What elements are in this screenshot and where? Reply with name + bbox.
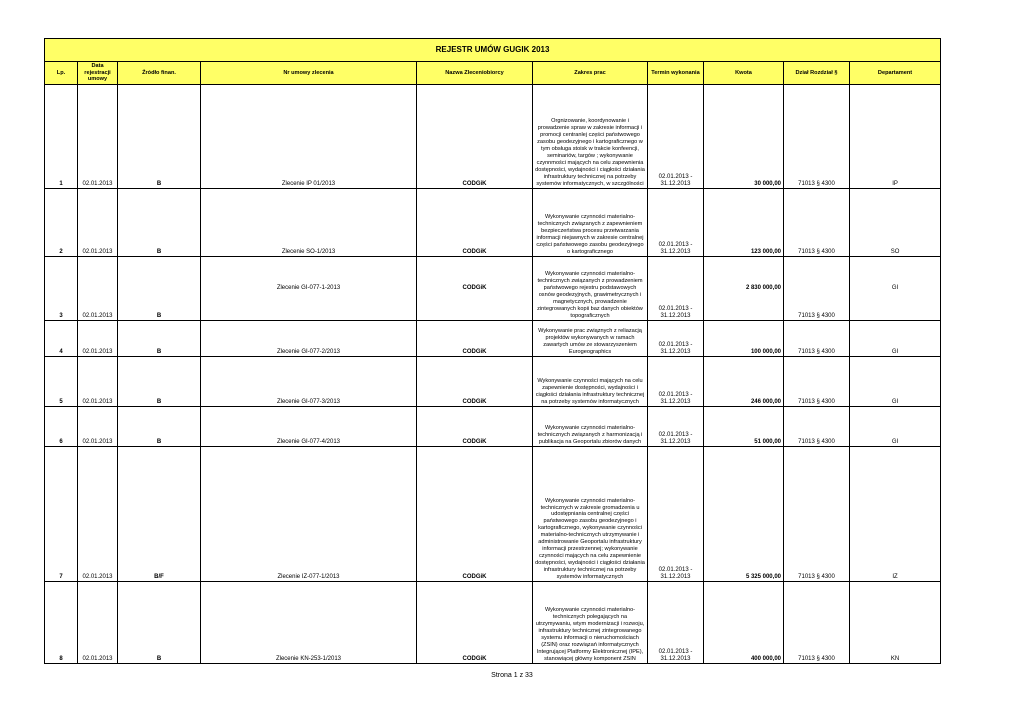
cell-dzial: 71013 § 4300: [784, 357, 850, 407]
cell-termin: 02.01.2013 - 31.12.2013: [648, 257, 704, 321]
cell-nr: Zlecenie GI-077-3/2013: [201, 357, 417, 407]
header-nazwa: Nazwa Zleceniobiorcy: [417, 62, 533, 85]
cell-departament: KN: [850, 582, 941, 664]
header-nr: Nr umowy zlecenia: [201, 62, 417, 85]
header-lp: Lp.: [45, 62, 78, 85]
cell-kwota: 51 000,00: [704, 407, 784, 447]
cell-data: 02.01.2013: [78, 357, 118, 407]
header-dzial: Dział Rozdział §: [784, 62, 850, 85]
cell-termin: 02.01.2013 - 31.12.2013: [648, 189, 704, 257]
cell-kwota: 246 000,00: [704, 357, 784, 407]
cell-kwota: 400 000,00: [704, 582, 784, 664]
cell-nr: Zlecenie IP 01/2013: [201, 85, 417, 189]
cell-zakres: Wykonywanie prac związnych z reliazacją projektów wykonywanych w ramach zawartych umów ze stowarzyszeniem Eurogeographics: [533, 321, 648, 357]
cell-nr: Zlecenie GI-077-4/2013: [201, 407, 417, 447]
cell-nazwa: CODGiK: [417, 447, 533, 582]
table-row: [45, 85, 941, 189]
cell-zrodlo: B: [118, 85, 201, 189]
cell-nazwa: CODGiK: [417, 85, 533, 189]
header-kwota: Kwota: [704, 62, 784, 85]
cell-lp: 3: [45, 257, 78, 321]
cell-lp: 4: [45, 321, 78, 357]
cell-dzial: 71013 § 4300: [784, 407, 850, 447]
cell-kwota: 30 000,00: [704, 85, 784, 189]
cell-zakres: Wykonywanie czynności materialno-technicznych związanych z zapewnieniem bezpieczeństwa procesu przetwarzania informacji niejawnych w zakresie centralnej części państwowego zasobu geodezyjnego o kartograficznego: [533, 189, 648, 257]
register-table: [44, 38, 941, 664]
cell-dzial: 71013 § 4300: [784, 257, 850, 321]
cell-zakres: Wykonywanie czynności materialno-technicznych związanych z prowadzeniem państwowego rejestru podstawowych osnów geodezyjnych, grawimetrycznych i magnetycznych, prowadzenie zintegrowanych kopii baz danych obiektów topograficznych: [533, 257, 648, 321]
cell-zrodlo: B: [118, 407, 201, 447]
cell-dzial: 71013 § 4300: [784, 189, 850, 257]
cell-zrodlo: B: [118, 357, 201, 407]
cell-dzial: 71013 § 4300: [784, 85, 850, 189]
cell-nazwa: CODGiK: [417, 582, 533, 664]
cell-termin: 02.01.2013 - 31.12.2013: [648, 85, 704, 189]
cell-departament: IP: [850, 85, 941, 189]
table-row: [45, 447, 941, 582]
cell-lp: 7: [45, 447, 78, 582]
cell-data: 02.01.2013: [78, 85, 118, 189]
cell-nazwa: CODGiK: [417, 357, 533, 407]
cell-nr: Zlecenie IZ-077-1/2013: [201, 447, 417, 582]
cell-departament: GI: [850, 357, 941, 407]
cell-termin: 02.01.2013 - 31.12.2013: [648, 357, 704, 407]
cell-termin: 02.01.2013 - 31.12.2013: [648, 321, 704, 357]
cell-zakres: Wykonywanie czynności mających na celu zapewnienie dostępności, wydajności i ciągłości działania infrastruktury technicznej na potrzeby systemów informatycznych: [533, 357, 648, 407]
register-title: REJESTR UMÓW GUGIK 2013: [45, 39, 941, 62]
table-row: [45, 257, 941, 321]
cell-termin: 02.01.2013 - 31.12.2013: [648, 582, 704, 664]
table-row: [45, 189, 941, 257]
cell-lp: 1: [45, 85, 78, 189]
cell-departament: SO: [850, 189, 941, 257]
page-footer: Strona 1 z 33: [491, 672, 533, 679]
cell-zrodlo: B: [118, 189, 201, 257]
cell-nazwa: CODGiK: [417, 257, 533, 321]
cell-zrodlo: B: [118, 321, 201, 357]
cell-dzial: 71013 § 4300: [784, 321, 850, 357]
cell-departament: GI: [850, 407, 941, 447]
cell-lp: 2: [45, 189, 78, 257]
cell-nr: Zlecenie GI-077-2/2013: [201, 321, 417, 357]
header-data: Data rejestracji umowy: [78, 62, 118, 85]
cell-kwota: 100 000,00: [704, 321, 784, 357]
cell-nr: Zlecenie SO-1/2013: [201, 189, 417, 257]
cell-data: 02.01.2013: [78, 321, 118, 357]
cell-zrodlo: B: [118, 582, 201, 664]
cell-lp: 6: [45, 407, 78, 447]
cell-dzial: 71013 § 4300: [784, 447, 850, 582]
cell-data: 02.01.2013: [78, 257, 118, 321]
cell-nazwa: CODGiK: [417, 407, 533, 447]
cell-departament: GI: [850, 321, 941, 357]
cell-lp: 8: [45, 582, 78, 664]
title-row: [45, 39, 941, 62]
cell-zakres: Orgnizowanie, koordynowanie i prowadzenie spraw w zakresie informacji i promocji centranlej części państwowego zasobu geodezyjnego i kartograficznego w tym obsługa stoisk w trakcie konfeencji, seminariów, targów ; wykonywanie czynnmości mających na celu zapewnienia dostępności, wydajności i ciągłości działania infrastruktury technicznej na potrzeby systemów informatycznych, w szczgólności: [533, 85, 648, 189]
cell-nr: Zlecenie GI-077-1-2013: [201, 257, 417, 321]
header-row: [45, 62, 941, 85]
table-row: [45, 321, 941, 357]
cell-data: 02.01.2013: [78, 407, 118, 447]
register-sheet: [44, 38, 940, 664]
cell-zakres: Wykonywanie czynności materialno-technicznych polegających na utrzymywaniu, wtym modernizacji i rozwoju, infrastruktury technicznej zintegrowanego systemu informacji o nieruchomościach (ZSIN) oraz rozwiązań informatycznych Integrującej Platformy Elektronicznej (IPE), stanowiącej główny komponent ZSIN: [533, 582, 648, 664]
cell-kwota: 123 000,00: [704, 189, 784, 257]
header-zrodlo: Źródło finan.: [118, 62, 201, 85]
cell-nazwa: CODGiK: [417, 189, 533, 257]
cell-nazwa: CODGiK: [417, 321, 533, 357]
cell-termin: 02.01.2013 - 31.12.2013: [648, 407, 704, 447]
cell-lp: 5: [45, 357, 78, 407]
cell-zakres: Wykonywanie czynności materialno-technicznych związanych z harmonizacją i publikacja na Geoportalu zbiorów danych: [533, 407, 648, 447]
header-departament: Departament: [850, 62, 941, 85]
cell-departament: GI: [850, 257, 941, 321]
header-termin: Termin wykonania: [648, 62, 704, 85]
cell-dzial: 71013 § 4300: [784, 582, 850, 664]
table-row: [45, 582, 941, 664]
cell-zrodlo: B: [118, 257, 201, 321]
cell-zakres: Wykonywanie czynności materialno-technicznych w zakresie gromadzenia u udostępniania centralnej części państwowego zasobu geodezyjnego i kartograficznego, wykonywanie czynności materialno-technicznych utrzymywanie i administrowanie Geoportalu infrastruktury informacji przestrzennej; wykonywanie czynności mających na celu zapewnienie dostępności, wydajności i ciągłości działania infrastruktury technicznej na potrzeby systemów informatycznych: [533, 447, 648, 582]
cell-data: 02.01.2013: [78, 189, 118, 257]
header-zakres: Zakres prac: [533, 62, 648, 85]
table-row: [45, 357, 941, 407]
cell-zrodlo: B/F: [118, 447, 201, 582]
table-row: [45, 407, 941, 447]
cell-departament: IZ: [850, 447, 941, 582]
cell-nr: Zlecenie KN-253-1/2013: [201, 582, 417, 664]
cell-data: 02.01.2013: [78, 582, 118, 664]
cell-kwota: 2 830 000,00: [704, 257, 784, 321]
cell-data: 02.01.2013: [78, 447, 118, 582]
cell-kwota: 5 325 000,00: [704, 447, 784, 582]
cell-termin: 02.01.2013 - 31.12.2013: [648, 447, 704, 582]
